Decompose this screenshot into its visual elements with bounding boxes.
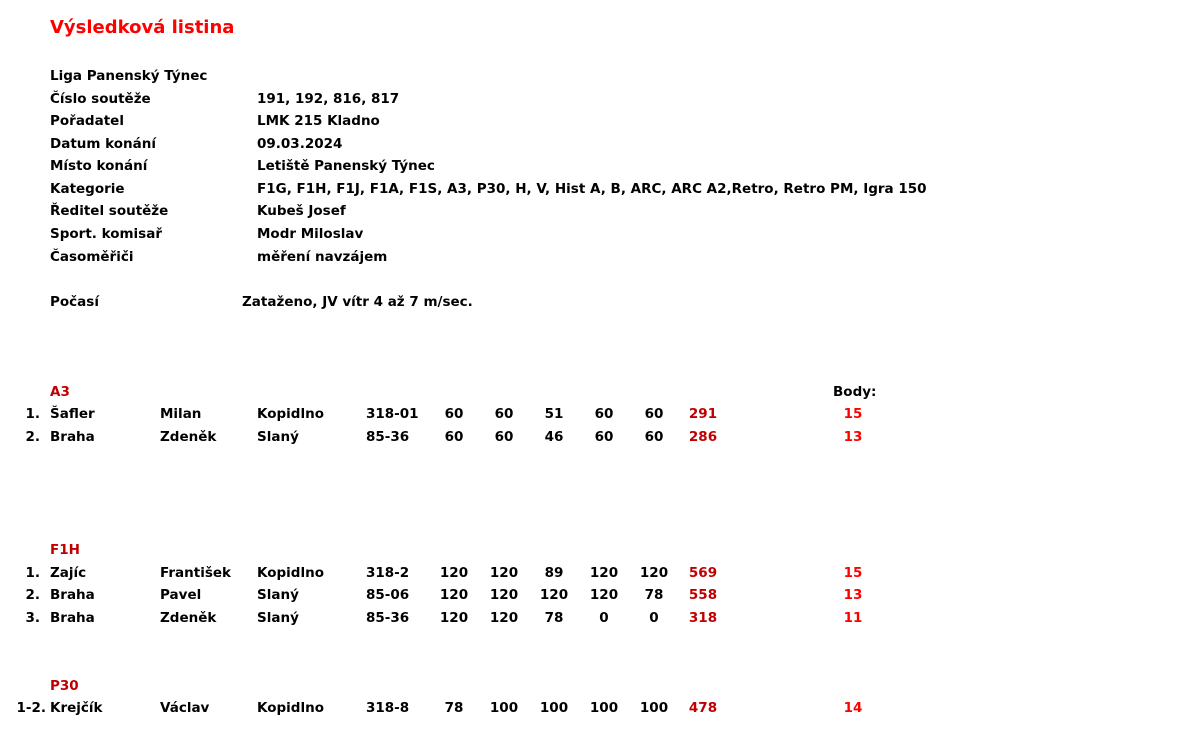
rank: 1.	[25, 565, 40, 581]
total: 478	[688, 700, 718, 716]
total: 318	[688, 610, 718, 626]
surname: Braha	[50, 610, 95, 626]
round-2: 120	[489, 610, 519, 626]
round-5: 120	[639, 565, 669, 581]
round-5: 0	[649, 610, 659, 626]
points: 11	[843, 610, 863, 626]
club: Kopidlno	[257, 565, 324, 581]
club: Slaný	[257, 610, 299, 626]
info-label-date: Datum konání	[50, 136, 156, 152]
info-label-timekeepers: Časoměřiči	[50, 249, 134, 265]
category-title: P30	[50, 678, 79, 694]
total: 558	[688, 587, 718, 603]
first-name: Milan	[160, 406, 202, 422]
rank: 2.	[25, 587, 40, 603]
round-3: 46	[544, 429, 564, 445]
round-3: 78	[544, 610, 564, 626]
round-4: 120	[589, 565, 619, 581]
license-id: 85-36	[366, 610, 410, 626]
category-title: F1H	[50, 542, 80, 558]
round-3: 89	[544, 565, 564, 581]
info-value-venue: Letiště Panenský Týnec	[257, 158, 435, 174]
license-id: 318-01	[366, 406, 419, 422]
weather-label: Počasí	[50, 294, 99, 310]
round-3: 100	[539, 700, 569, 716]
license-id: 85-06	[366, 587, 410, 603]
category-title: A3	[50, 384, 70, 400]
points: 14	[843, 700, 863, 716]
license-id: 318-2	[366, 565, 410, 581]
info-label-venue: Místo konání	[50, 158, 148, 174]
total: 569	[688, 565, 718, 581]
first-name: František	[160, 565, 231, 581]
club: Slaný	[257, 587, 299, 603]
info-label-competition-number: Číslo soutěže	[50, 91, 151, 107]
round-5: 100	[639, 700, 669, 716]
rank: 2.	[25, 429, 40, 445]
info-label-categories: Kategorie	[50, 181, 125, 197]
surname: Braha	[50, 587, 95, 603]
rank: 3.	[25, 610, 40, 626]
total: 291	[688, 406, 718, 422]
round-4: 0	[599, 610, 609, 626]
round-1: 78	[444, 700, 464, 716]
first-name: Pavel	[160, 587, 202, 603]
round-1: 120	[439, 565, 469, 581]
round-4: 60	[594, 429, 614, 445]
club: Kopidlno	[257, 700, 324, 716]
rank: 1.	[25, 406, 40, 422]
round-4: 100	[589, 700, 619, 716]
round-4: 60	[594, 406, 614, 422]
info-label-league: Liga Panenský Týnec	[50, 68, 208, 84]
surname: Zajíc	[50, 565, 87, 581]
round-2: 60	[494, 406, 514, 422]
rank: 1-2.	[16, 700, 46, 716]
license-id: 85-36	[366, 429, 410, 445]
round-3: 51	[544, 406, 564, 422]
info-label-organizer: Pořadatel	[50, 113, 124, 129]
points: 15	[843, 565, 863, 581]
weather-value: Zataženo, JV vítr 4 až 7 m/sec.	[242, 294, 473, 310]
info-value-organizer: LMK 215 Kladno	[257, 113, 380, 129]
surname: Šafler	[50, 406, 95, 422]
surname: Krejčík	[50, 700, 103, 716]
round-2: 100	[489, 700, 519, 716]
surname: Braha	[50, 429, 95, 445]
round-5: 60	[644, 429, 664, 445]
club: Kopidlno	[257, 406, 324, 422]
points: 13	[843, 587, 863, 603]
total: 286	[688, 429, 718, 445]
club: Slaný	[257, 429, 299, 445]
round-2: 120	[489, 565, 519, 581]
points-header: Body:	[833, 384, 877, 400]
first-name: Václav	[160, 700, 210, 716]
info-value-date: 09.03.2024	[257, 136, 343, 152]
round-1: 60	[444, 406, 464, 422]
first-name: Zdeněk	[160, 610, 217, 626]
first-name: Zdeněk	[160, 429, 217, 445]
info-label-director: Ředitel soutěže	[50, 203, 169, 219]
points: 13	[843, 429, 863, 445]
round-1: 120	[439, 610, 469, 626]
info-value-timekeepers: měření navzájem	[257, 249, 388, 265]
license-id: 318-8	[366, 700, 410, 716]
page-title: Výsledková listina	[50, 17, 235, 38]
info-value-director: Kubeš Josef	[257, 203, 346, 219]
info-value-competition-number: 191, 192, 816, 817	[257, 91, 400, 107]
round-5: 78	[644, 587, 664, 603]
round-1: 60	[444, 429, 464, 445]
round-4: 120	[589, 587, 619, 603]
round-2: 60	[494, 429, 514, 445]
points: 15	[843, 406, 863, 422]
round-5: 60	[644, 406, 664, 422]
info-value-commissioner: Modr Miloslav	[257, 226, 364, 242]
info-label-commissioner: Sport. komisař	[50, 226, 162, 242]
info-value-categories: F1G, F1H, F1J, F1A, F1S, A3, P30, H, V, Hist A, B, ARC, ARC A2,Retro, Retro PM, Igra 150	[257, 181, 927, 197]
round-3: 120	[539, 587, 569, 603]
round-2: 120	[489, 587, 519, 603]
round-1: 120	[439, 587, 469, 603]
